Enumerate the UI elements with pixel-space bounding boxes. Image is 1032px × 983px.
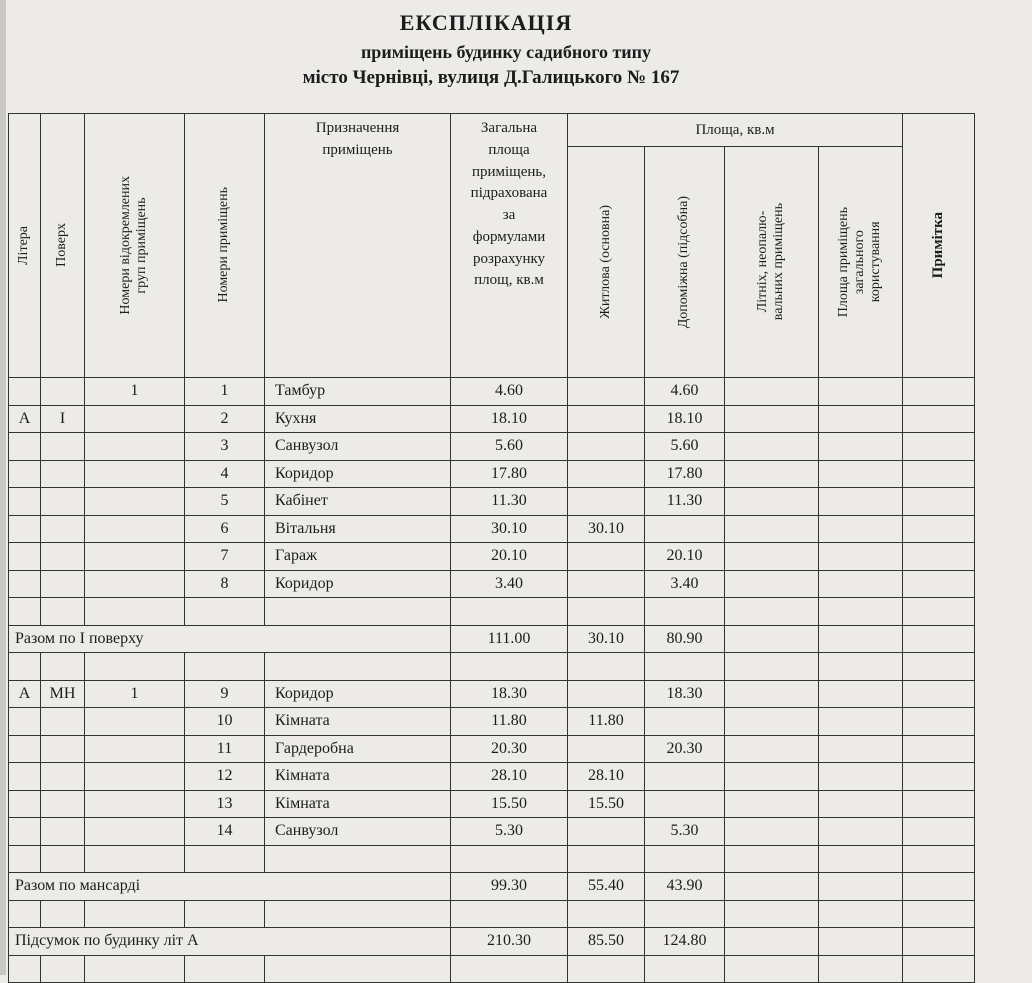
total-label-cell: Разом по мансарді bbox=[9, 873, 451, 901]
summer-area-cell bbox=[725, 680, 819, 708]
common-area-cell bbox=[819, 735, 903, 763]
room-name-cell: Коридор bbox=[265, 680, 451, 708]
note-cell bbox=[903, 653, 975, 681]
table-row bbox=[9, 708, 975, 736]
common-area-cell bbox=[819, 955, 903, 983]
room-name-cell bbox=[265, 845, 451, 873]
common-area-cell bbox=[819, 598, 903, 626]
floor-cell bbox=[41, 708, 85, 736]
aux-area-cell: 124.80 bbox=[645, 928, 725, 956]
litera-cell bbox=[9, 570, 41, 598]
common-area-cell bbox=[819, 790, 903, 818]
summer-area-cell bbox=[725, 378, 819, 406]
header-summer: Літніх, неопалю- вальних приміщень bbox=[725, 147, 819, 378]
aux-area-cell: 11.30 bbox=[645, 488, 725, 516]
living-area-cell: 30.10 bbox=[568, 625, 645, 653]
total-row bbox=[9, 873, 975, 901]
floor-cell bbox=[41, 955, 85, 983]
group-cell: 1 bbox=[85, 378, 185, 406]
aux-area-cell bbox=[645, 515, 725, 543]
room-name-cell: Кімната bbox=[265, 708, 451, 736]
living-area-cell: 30.10 bbox=[568, 515, 645, 543]
litera-cell bbox=[9, 598, 41, 626]
total-area-cell bbox=[451, 900, 568, 928]
living-area-cell: 85.50 bbox=[568, 928, 645, 956]
common-area-cell bbox=[819, 680, 903, 708]
total-area-cell: 5.60 bbox=[451, 433, 568, 461]
total-area-cell: 30.10 bbox=[451, 515, 568, 543]
group-cell bbox=[85, 653, 185, 681]
floor-cell bbox=[41, 845, 85, 873]
group-cell bbox=[85, 735, 185, 763]
common-area-cell bbox=[819, 625, 903, 653]
common-area-cell bbox=[819, 763, 903, 791]
note-cell bbox=[903, 378, 975, 406]
room-number-cell: 3 bbox=[185, 433, 265, 461]
living-area-cell bbox=[568, 680, 645, 708]
aux-area-cell: 18.30 bbox=[645, 680, 725, 708]
room-name-cell: Гардеробна bbox=[265, 735, 451, 763]
common-area-cell bbox=[819, 818, 903, 846]
note-cell bbox=[903, 900, 975, 928]
summer-area-cell bbox=[725, 570, 819, 598]
room-name-cell bbox=[265, 598, 451, 626]
floor-cell bbox=[41, 515, 85, 543]
room-number-cell: 6 bbox=[185, 515, 265, 543]
page-edge-shadow bbox=[0, 0, 6, 975]
note-cell bbox=[903, 680, 975, 708]
document-title bbox=[0, 10, 1032, 89]
aux-area-cell: 17.80 bbox=[645, 460, 725, 488]
aux-area-cell: 5.60 bbox=[645, 433, 725, 461]
header-litera: Літера bbox=[9, 114, 41, 378]
room-name-cell: Санвузол bbox=[265, 433, 451, 461]
total-area-cell: 20.30 bbox=[451, 735, 568, 763]
room-number-cell: 8 bbox=[185, 570, 265, 598]
header-total-area: Загальна площа приміщень, підрахована за формулами розрахунку площ, кв.м bbox=[451, 114, 568, 378]
total-area-cell bbox=[451, 845, 568, 873]
living-area-cell bbox=[568, 845, 645, 873]
header-room-numbers: Номери приміщень bbox=[185, 114, 265, 378]
litera-cell bbox=[9, 708, 41, 736]
common-area-cell bbox=[819, 708, 903, 736]
summer-area-cell bbox=[725, 488, 819, 516]
floor-cell bbox=[41, 598, 85, 626]
table-row bbox=[9, 543, 975, 571]
table-row bbox=[9, 763, 975, 791]
room-name-cell bbox=[265, 653, 451, 681]
group-cell bbox=[85, 405, 185, 433]
summer-area-cell bbox=[725, 845, 819, 873]
common-area-cell bbox=[819, 928, 903, 956]
common-area-cell bbox=[819, 433, 903, 461]
aux-area-cell: 20.30 bbox=[645, 735, 725, 763]
room-name-cell bbox=[265, 955, 451, 983]
floor-cell bbox=[41, 378, 85, 406]
table-row bbox=[9, 378, 975, 406]
total-row bbox=[9, 625, 975, 653]
note-cell bbox=[903, 708, 975, 736]
table-row bbox=[9, 570, 975, 598]
litera-cell bbox=[9, 955, 41, 983]
common-area-cell bbox=[819, 653, 903, 681]
total-area-cell: 28.10 bbox=[451, 763, 568, 791]
summer-area-cell bbox=[725, 900, 819, 928]
living-area-cell bbox=[568, 955, 645, 983]
summer-area-cell bbox=[725, 653, 819, 681]
summer-area-cell bbox=[725, 433, 819, 461]
total-area-cell: 11.80 bbox=[451, 708, 568, 736]
floor-cell bbox=[41, 543, 85, 571]
room-number-cell bbox=[185, 845, 265, 873]
litera-cell bbox=[9, 515, 41, 543]
note-cell bbox=[903, 625, 975, 653]
summer-area-cell bbox=[725, 955, 819, 983]
total-area-cell: 18.10 bbox=[451, 405, 568, 433]
summer-area-cell bbox=[725, 460, 819, 488]
litera-cell bbox=[9, 818, 41, 846]
room-number-cell: 14 bbox=[185, 818, 265, 846]
summer-area-cell bbox=[725, 708, 819, 736]
litera-cell bbox=[9, 735, 41, 763]
aux-area-cell: 80.90 bbox=[645, 625, 725, 653]
empty-row bbox=[9, 598, 975, 626]
note-cell bbox=[903, 433, 975, 461]
note-cell bbox=[903, 543, 975, 571]
floor-cell bbox=[41, 488, 85, 516]
common-area-cell bbox=[819, 378, 903, 406]
total-area-cell: 20.10 bbox=[451, 543, 568, 571]
floor-cell bbox=[41, 460, 85, 488]
group-cell bbox=[85, 763, 185, 791]
floor-cell bbox=[41, 653, 85, 681]
floor-cell bbox=[41, 433, 85, 461]
group-cell bbox=[85, 598, 185, 626]
note-cell bbox=[903, 515, 975, 543]
group-cell bbox=[85, 433, 185, 461]
living-area-cell: 55.40 bbox=[568, 873, 645, 901]
aux-area-cell bbox=[645, 900, 725, 928]
aux-area-cell: 3.40 bbox=[645, 570, 725, 598]
group-cell bbox=[85, 488, 185, 516]
header-poverkh: Поверх bbox=[41, 114, 85, 378]
total-area-cell: 3.40 bbox=[451, 570, 568, 598]
table-row bbox=[9, 433, 975, 461]
common-area-cell bbox=[819, 570, 903, 598]
room-number-cell: 10 bbox=[185, 708, 265, 736]
total-area-cell: 4.60 bbox=[451, 378, 568, 406]
room-name-cell: Кімната bbox=[265, 790, 451, 818]
room-number-cell bbox=[185, 598, 265, 626]
table-row bbox=[9, 735, 975, 763]
group-cell bbox=[85, 543, 185, 571]
summer-area-cell bbox=[725, 818, 819, 846]
note-cell bbox=[903, 790, 975, 818]
table-body bbox=[9, 378, 975, 983]
room-number-cell: 7 bbox=[185, 543, 265, 571]
litera-cell bbox=[9, 543, 41, 571]
room-name-cell: Вітальня bbox=[265, 515, 451, 543]
aux-area-cell bbox=[645, 955, 725, 983]
common-area-cell bbox=[819, 515, 903, 543]
common-area-cell bbox=[819, 900, 903, 928]
note-cell bbox=[903, 488, 975, 516]
table-row bbox=[9, 818, 975, 846]
header-living: Житлова (основна) bbox=[568, 147, 645, 378]
table-row bbox=[9, 460, 975, 488]
note-cell bbox=[903, 735, 975, 763]
title-line-1: ЕКСПЛІКАЦІЯ bbox=[399, 10, 573, 35]
total-label-cell: Підсумок по будинку літ А bbox=[9, 928, 451, 956]
total-area-cell bbox=[451, 653, 568, 681]
group-cell bbox=[85, 790, 185, 818]
litera-cell bbox=[9, 653, 41, 681]
living-area-cell: 15.50 bbox=[568, 790, 645, 818]
group-cell bbox=[85, 955, 185, 983]
note-cell bbox=[903, 873, 975, 901]
room-name-cell: Тамбур bbox=[265, 378, 451, 406]
total-area-cell: 18.30 bbox=[451, 680, 568, 708]
total-label-cell: Разом по І поверху bbox=[9, 625, 451, 653]
group-cell bbox=[85, 515, 185, 543]
header-common: Площа приміщень загального користування bbox=[819, 147, 903, 378]
room-number-cell: 13 bbox=[185, 790, 265, 818]
living-area-cell: 28.10 bbox=[568, 763, 645, 791]
aux-area-cell bbox=[645, 708, 725, 736]
room-name-cell: Кімната bbox=[265, 763, 451, 791]
summer-area-cell bbox=[725, 735, 819, 763]
table-row bbox=[9, 405, 975, 433]
aux-area-cell: 20.10 bbox=[645, 543, 725, 571]
room-name-cell: Кухня bbox=[265, 405, 451, 433]
floor-cell: І bbox=[41, 405, 85, 433]
litera-cell bbox=[9, 790, 41, 818]
note-cell bbox=[903, 460, 975, 488]
aux-area-cell: 43.90 bbox=[645, 873, 725, 901]
aux-area-cell bbox=[645, 790, 725, 818]
litera-cell bbox=[9, 460, 41, 488]
note-cell bbox=[903, 598, 975, 626]
summer-area-cell bbox=[725, 515, 819, 543]
title-line-3: місто Чернівці, вулиця Д.Галицького № 167 bbox=[302, 67, 680, 88]
note-cell bbox=[903, 570, 975, 598]
aux-area-cell bbox=[645, 598, 725, 626]
living-area-cell bbox=[568, 433, 645, 461]
empty-row bbox=[9, 845, 975, 873]
total-area-cell: 17.80 bbox=[451, 460, 568, 488]
group-cell bbox=[85, 460, 185, 488]
litera-cell bbox=[9, 378, 41, 406]
total-area-cell bbox=[451, 955, 568, 983]
explication-table bbox=[8, 113, 975, 983]
living-area-cell bbox=[568, 570, 645, 598]
litera-cell bbox=[9, 433, 41, 461]
aux-area-cell: 4.60 bbox=[645, 378, 725, 406]
floor-cell bbox=[41, 570, 85, 598]
floor-cell: МН bbox=[41, 680, 85, 708]
room-number-cell: 5 bbox=[185, 488, 265, 516]
room-number-cell: 11 bbox=[185, 735, 265, 763]
group-cell bbox=[85, 708, 185, 736]
room-number-cell: 2 bbox=[185, 405, 265, 433]
room-number-cell bbox=[185, 900, 265, 928]
litera-cell bbox=[9, 900, 41, 928]
table-row bbox=[9, 680, 975, 708]
empty-row bbox=[9, 900, 975, 928]
floor-cell bbox=[41, 763, 85, 791]
note-cell bbox=[903, 405, 975, 433]
aux-area-cell: 5.30 bbox=[645, 818, 725, 846]
floor-cell bbox=[41, 790, 85, 818]
summer-area-cell bbox=[725, 873, 819, 901]
note-cell bbox=[903, 763, 975, 791]
living-area-cell bbox=[568, 405, 645, 433]
room-name-cell: Кабінет bbox=[265, 488, 451, 516]
group-cell bbox=[85, 570, 185, 598]
room-name-cell: Коридор bbox=[265, 460, 451, 488]
note-cell bbox=[903, 955, 975, 983]
group-cell bbox=[85, 845, 185, 873]
total-area-cell: 210.30 bbox=[451, 928, 568, 956]
living-area-cell bbox=[568, 378, 645, 406]
room-name-cell: Коридор bbox=[265, 570, 451, 598]
header-groups: Номери відокремлених груп приміщень bbox=[85, 114, 185, 378]
header-note: Примітка bbox=[903, 114, 975, 378]
summer-area-cell bbox=[725, 928, 819, 956]
table-row bbox=[9, 488, 975, 516]
total-area-cell: 111.00 bbox=[451, 625, 568, 653]
room-name-cell bbox=[265, 900, 451, 928]
living-area-cell bbox=[568, 488, 645, 516]
common-area-cell bbox=[819, 405, 903, 433]
summer-area-cell bbox=[725, 625, 819, 653]
table-row bbox=[9, 515, 975, 543]
group-cell: 1 bbox=[85, 680, 185, 708]
living-area-cell bbox=[568, 653, 645, 681]
floor-cell bbox=[41, 818, 85, 846]
title-line-2: приміщень будинку садибного типу bbox=[360, 42, 652, 62]
common-area-cell bbox=[819, 845, 903, 873]
header-auxiliary: Допоміжна (підсобна) bbox=[645, 147, 725, 378]
total-area-cell: 5.30 bbox=[451, 818, 568, 846]
litera-cell: А bbox=[9, 680, 41, 708]
total-area-cell: 99.30 bbox=[451, 873, 568, 901]
common-area-cell bbox=[819, 543, 903, 571]
room-number-cell: 12 bbox=[185, 763, 265, 791]
total-area-cell bbox=[451, 598, 568, 626]
header-area-group: Площа, кв.м bbox=[568, 114, 903, 147]
table-row bbox=[9, 790, 975, 818]
living-area-cell bbox=[568, 543, 645, 571]
living-area-cell bbox=[568, 818, 645, 846]
floor-cell bbox=[41, 900, 85, 928]
floor-cell bbox=[41, 735, 85, 763]
aux-area-cell: 18.10 bbox=[645, 405, 725, 433]
room-number-cell: 9 bbox=[185, 680, 265, 708]
summer-area-cell bbox=[725, 763, 819, 791]
group-cell bbox=[85, 900, 185, 928]
room-name-cell: Гараж bbox=[265, 543, 451, 571]
common-area-cell bbox=[819, 873, 903, 901]
litera-cell: А bbox=[9, 405, 41, 433]
total-area-cell: 11.30 bbox=[451, 488, 568, 516]
aux-area-cell bbox=[645, 845, 725, 873]
aux-area-cell bbox=[645, 763, 725, 791]
note-cell bbox=[903, 845, 975, 873]
group-cell bbox=[85, 818, 185, 846]
living-area-cell bbox=[568, 460, 645, 488]
litera-cell bbox=[9, 763, 41, 791]
note-cell bbox=[903, 928, 975, 956]
litera-cell bbox=[9, 845, 41, 873]
summer-area-cell bbox=[725, 405, 819, 433]
empty-row bbox=[9, 653, 975, 681]
note-cell bbox=[903, 818, 975, 846]
room-name-cell: Санвузол bbox=[265, 818, 451, 846]
living-area-cell bbox=[568, 598, 645, 626]
room-number-cell bbox=[185, 955, 265, 983]
common-area-cell bbox=[819, 460, 903, 488]
room-number-cell bbox=[185, 653, 265, 681]
room-number-cell: 1 bbox=[185, 378, 265, 406]
litera-cell bbox=[9, 488, 41, 516]
summer-area-cell bbox=[725, 598, 819, 626]
living-area-cell: 11.80 bbox=[568, 708, 645, 736]
common-area-cell bbox=[819, 488, 903, 516]
summer-area-cell bbox=[725, 790, 819, 818]
living-area-cell bbox=[568, 735, 645, 763]
header-purpose: Призначення приміщень bbox=[265, 114, 451, 378]
total-area-cell: 15.50 bbox=[451, 790, 568, 818]
total-row bbox=[9, 928, 975, 956]
summer-area-cell bbox=[725, 543, 819, 571]
aux-area-cell bbox=[645, 653, 725, 681]
empty-row bbox=[9, 955, 975, 983]
living-area-cell bbox=[568, 900, 645, 928]
room-number-cell: 4 bbox=[185, 460, 265, 488]
